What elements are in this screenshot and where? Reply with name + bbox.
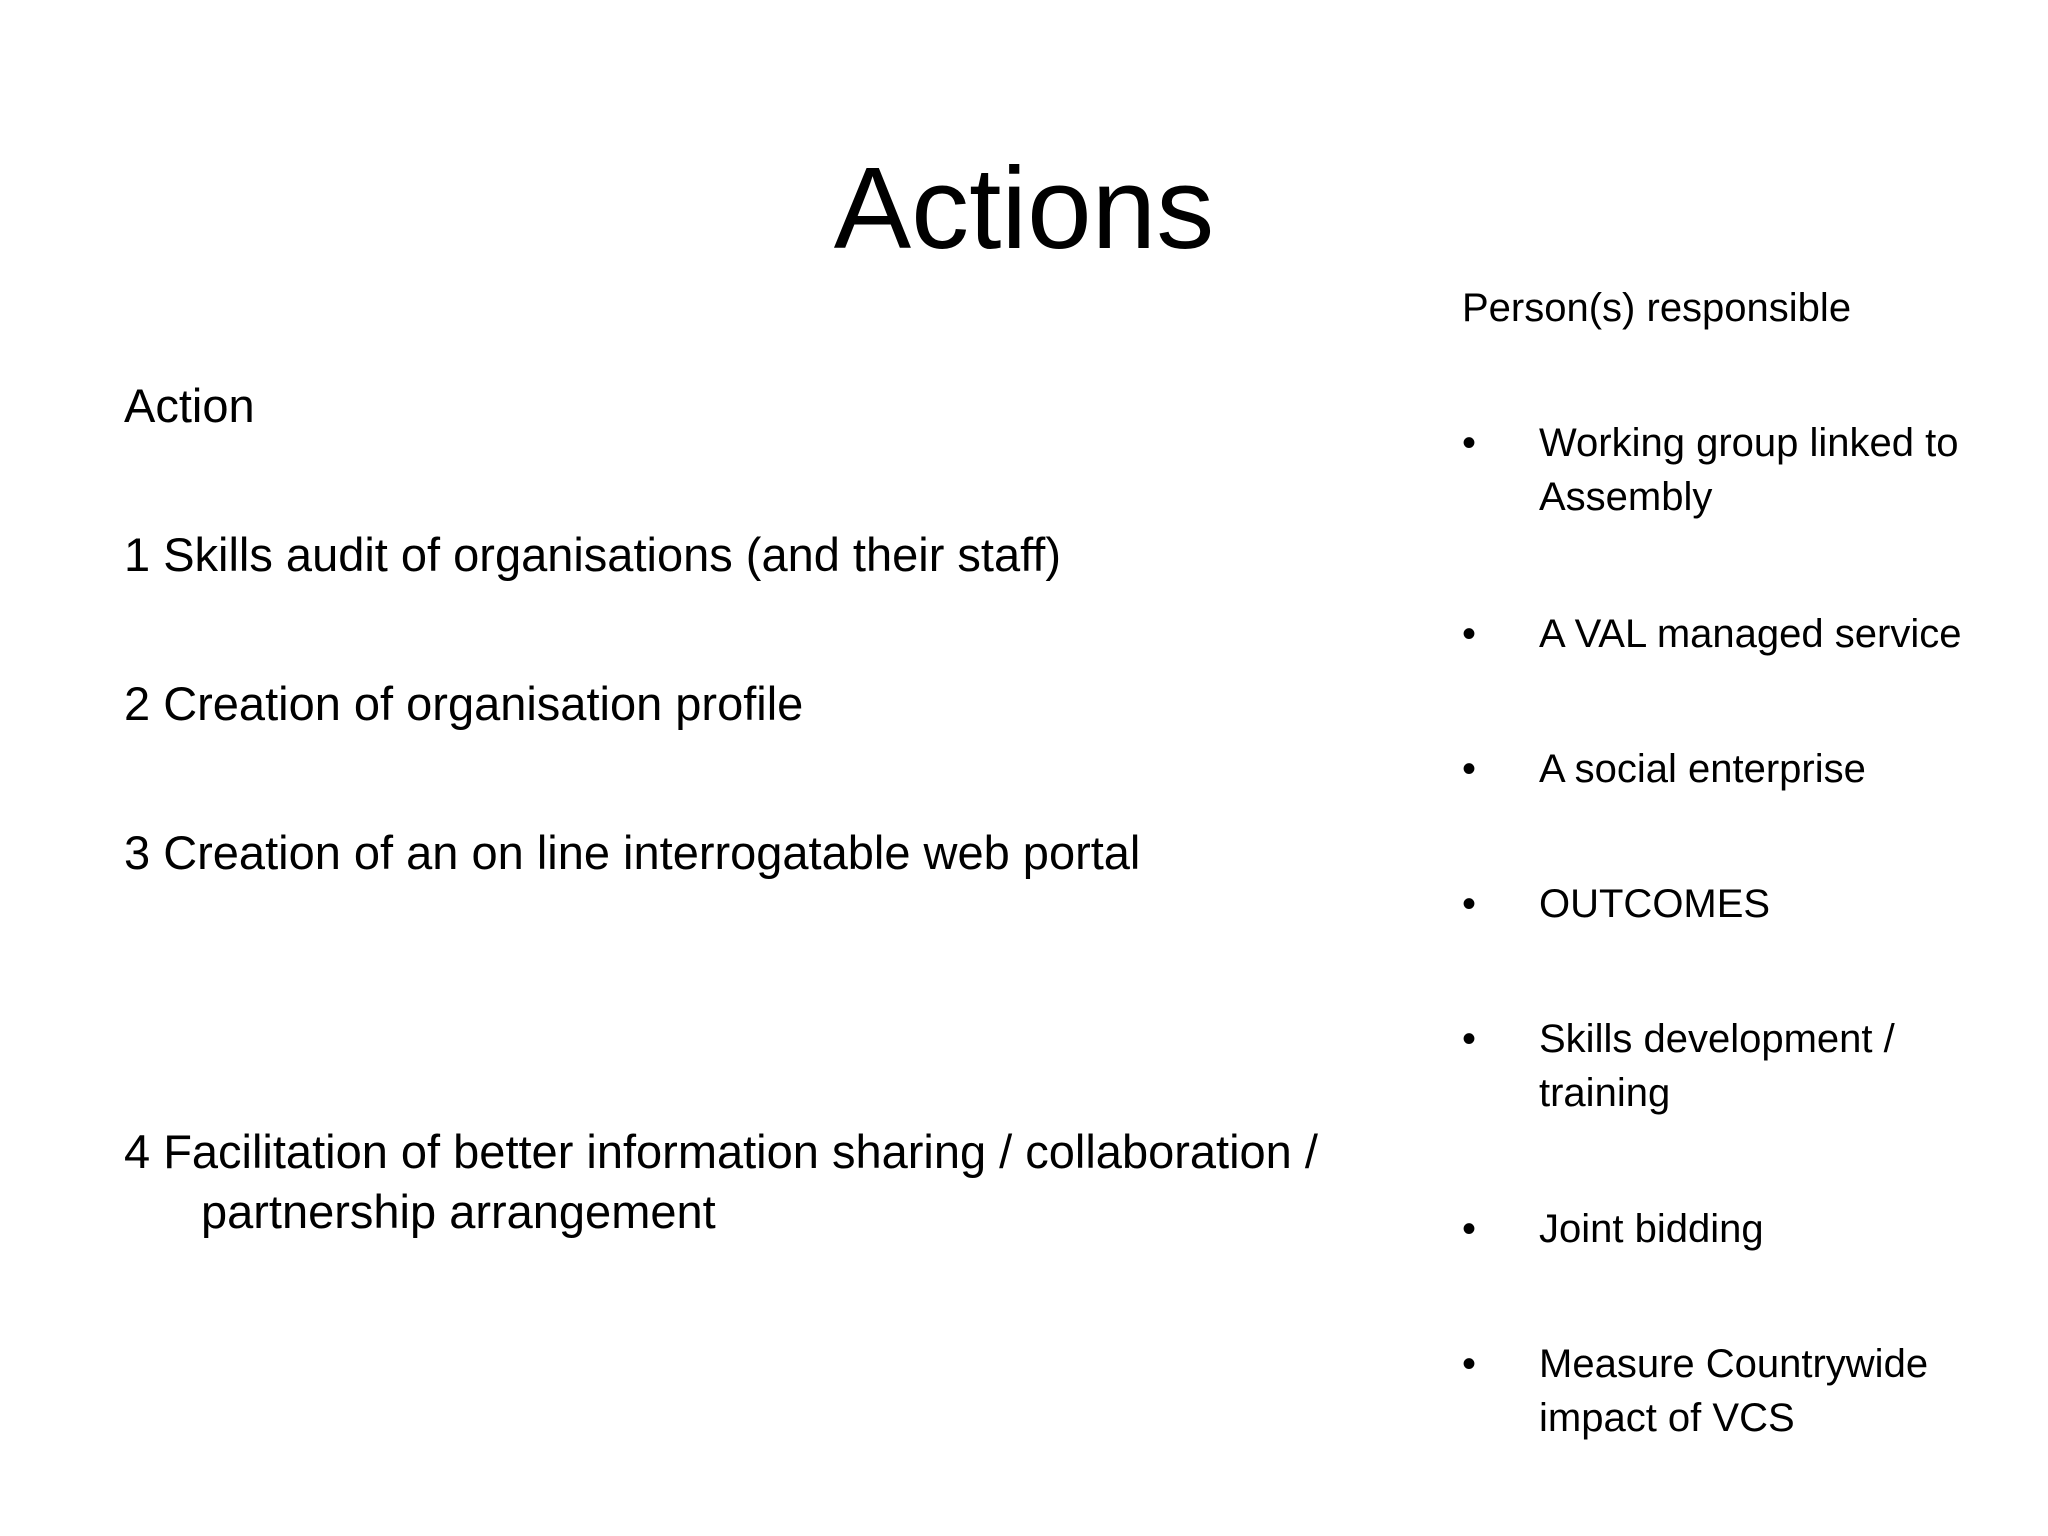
bullet-text: A social enterprise (1539, 747, 1866, 791)
responsible-bullet-item (1462, 416, 2032, 524)
action-item-4: 4 Facilitation of better information sharing / collaboration / partnership arrangement (124, 1125, 1318, 1238)
bullet-icon: • (1462, 612, 1477, 656)
bullet-text: Skills development / training (1539, 1017, 1895, 1115)
action-item-3: 3 Creation of an on line interrogatable web portal (124, 826, 1141, 879)
bullet-icon: • (1462, 747, 1477, 791)
responsible-bullet-item (1462, 607, 2032, 661)
bullet-icon: • (1462, 1017, 1477, 1061)
responsible-heading: Person(s) responsible (1462, 286, 1852, 330)
responsible-bullet-item (1462, 1012, 2032, 1120)
bullet-text: A VAL managed service (1539, 612, 1962, 656)
bullet-icon: • (1462, 421, 1477, 465)
slide-title: Actions (833, 143, 1215, 273)
bullet-text: Working group linked to Assembly (1539, 421, 1959, 519)
action-item-2: 2 Creation of organisation profile (124, 677, 804, 730)
actions-heading: Action (124, 379, 255, 432)
bullet-icon: • (1462, 1342, 1477, 1386)
responsible-bullet-item (1462, 877, 2032, 931)
action-item-1: 1 Skills audit of organisations (and their staff) (124, 528, 1062, 581)
bullet-icon: • (1462, 1207, 1477, 1251)
bullet-text: Measure Countrywide impact of VCS (1539, 1342, 1929, 1440)
bullet-icon: • (1462, 882, 1477, 926)
responsible-bullet-item (1462, 1202, 2032, 1256)
bullet-text: Joint bidding (1539, 1207, 1764, 1251)
responsible-bullet-item (1462, 742, 2032, 796)
responsible-bullet-item (1462, 1337, 2032, 1445)
bullet-text: OUTCOMES (1539, 882, 1771, 926)
